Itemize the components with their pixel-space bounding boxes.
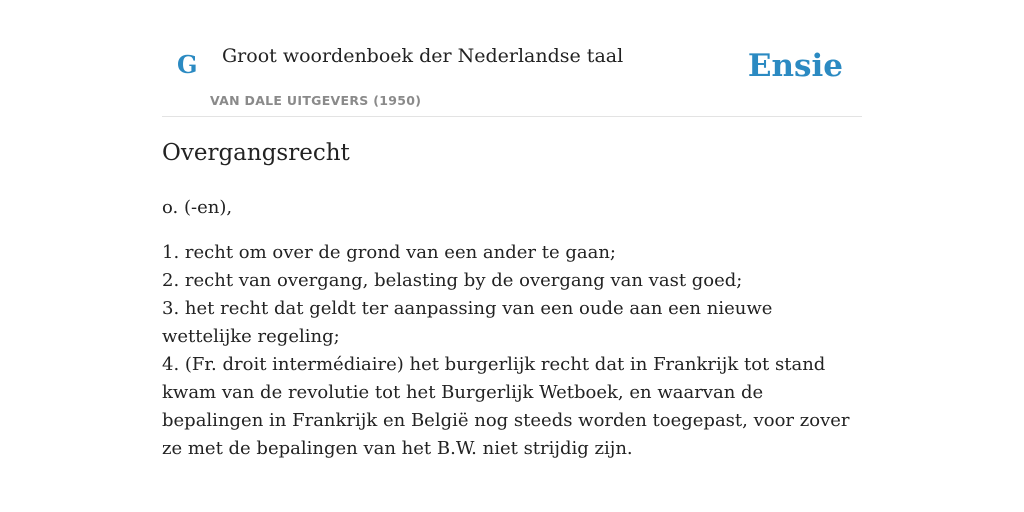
publisher-label: VAN DALE UITGEVERS (1950) xyxy=(210,93,422,108)
page-content xyxy=(162,0,862,459)
source-header xyxy=(162,0,862,117)
entry-title: Overgangsrecht xyxy=(162,140,350,166)
ensie-logo[interactable]: Ensie xyxy=(747,48,843,84)
definition-list xyxy=(162,239,862,463)
book-title-link[interactable]: Groot woordenboek der Nederlandse taal xyxy=(222,45,624,67)
definition-item: 2. recht van overgang, belasting by de overgang van vast goed; xyxy=(162,270,743,291)
definition-item: 4. (Fr. droit intermédiaire) het burgerlijk recht dat in Frankrijk tot stand kwam van de revolutie tot het Burgerlijk Wetboek, en waarvan de bepalingen in Frankrijk en België nog steeds worden toegepast, voor zover ze met de bepalingen van het B.W. niet strijdig zijn. xyxy=(162,354,850,459)
book-letter-icon: G xyxy=(177,50,198,79)
grammar-note: o. (-en), xyxy=(162,197,233,218)
definition-item: 3. het recht dat geldt ter aanpassing van een oude aan een nieuwe wettelijke regeling; xyxy=(162,298,773,347)
definition-item: 1. recht om over de grond van een ander te gaan; xyxy=(162,242,616,263)
